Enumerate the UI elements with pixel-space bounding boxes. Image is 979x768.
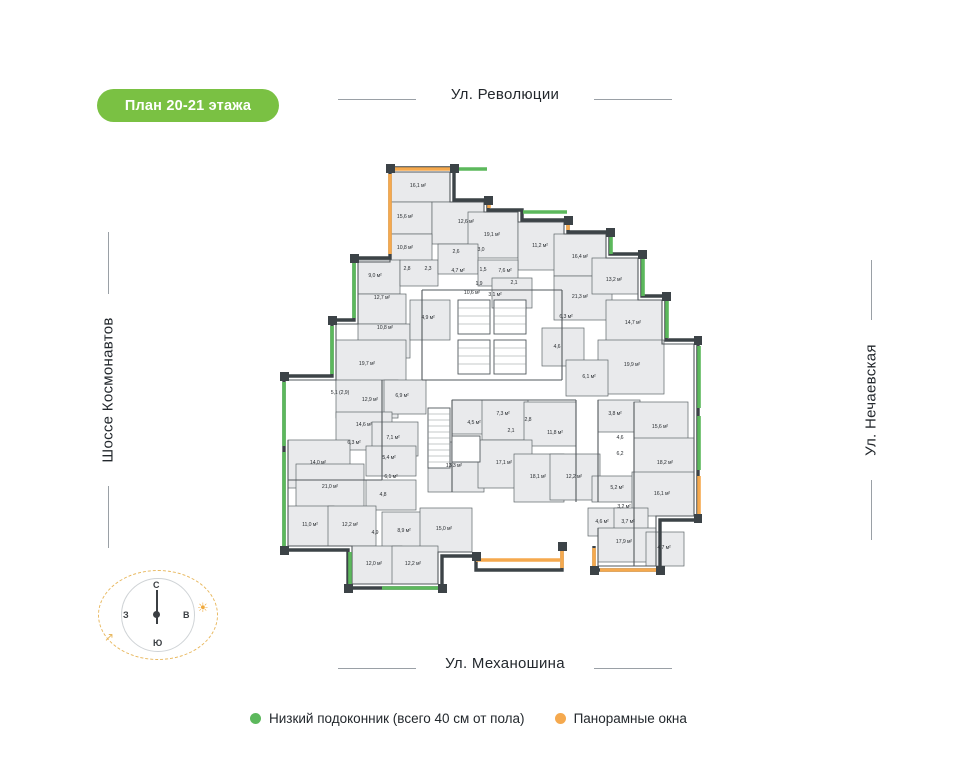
room-area-label: 3,8 м² — [608, 411, 622, 417]
floor-plan-drawing — [262, 150, 702, 610]
room-area-label: 3,2 м² — [617, 504, 631, 510]
street-line-bottom — [108, 486, 109, 548]
street-bottom-text: Ул. Механошина — [445, 655, 565, 672]
street-line-right — [594, 668, 672, 669]
room-area-label: 4,6 м² — [595, 519, 609, 525]
room-area-label: 1,5 — [479, 267, 487, 273]
street-top-text: Ул. Революции — [450, 86, 560, 103]
room-area-label: 6,1 м² — [384, 474, 398, 480]
room-area-label: 10,8 м² — [376, 325, 394, 331]
room-area-label: 10,8 м² — [396, 245, 414, 251]
room-area-label: 21,3 м² — [571, 294, 589, 300]
street-label-bottom — [340, 655, 670, 672]
street-line-bottom — [871, 480, 872, 540]
sun-direction-arrow-icon: ↗ — [104, 630, 115, 644]
room-area-label: 6,2 — [616, 451, 624, 457]
room-area-label: 4,5 м² — [467, 420, 481, 426]
street-right-text: Ул. Нечаевская — [862, 344, 880, 456]
legend — [250, 707, 750, 729]
room-area-label: 3,0 — [477, 247, 485, 253]
room-area-label: 15,0 м² — [435, 526, 453, 532]
street-line-top — [871, 260, 872, 320]
room-area-label: 7,6 м² — [498, 268, 512, 274]
legend-item-low-sill — [250, 711, 525, 726]
room-area-label: 4,7 м² — [451, 268, 465, 274]
room-area-label: 11,2 м² — [532, 243, 548, 249]
room-area-label: 2,1 — [510, 280, 518, 286]
room-area-label: 19,1 м² — [483, 232, 501, 238]
room-area-label: 6,1 м² — [582, 374, 596, 380]
compass-rose — [98, 570, 223, 660]
street-label-right — [858, 300, 884, 500]
room-area-label: 14,6 м² — [355, 422, 373, 428]
room-area-label: 14,0 м² — [309, 460, 327, 466]
room-area-label: 5,1 (2,9) — [330, 390, 350, 396]
plan-rooms-fill — [288, 172, 694, 584]
room-area-label: 4,6 — [616, 435, 624, 441]
room-area-label: 6,3 м² — [347, 440, 361, 446]
room-area-label: 7,3 м² — [496, 411, 510, 417]
room-area-label: 12,7 м² — [373, 295, 391, 301]
room-area-label: 15,6 м² — [651, 424, 669, 430]
plan-title-badge: План 20-21 этажа — [97, 89, 279, 122]
room-area-label: 3,7 м² — [621, 519, 635, 525]
room-area-label: 11,8 м² — [547, 430, 563, 436]
room-area-label: 2,3 — [424, 266, 432, 272]
legend-label-panoramic: Панорамные окна — [573, 710, 687, 726]
room-area-label: 12,0 м² — [365, 561, 383, 567]
room-area-label: 19,9 м² — [623, 362, 641, 368]
street-line-left — [338, 99, 416, 100]
legend-dot-orange — [555, 713, 566, 724]
compass-north-label: С — [153, 580, 160, 590]
room-area-label: 16,1 м² — [409, 183, 427, 189]
room-area-label: 4,8 — [379, 492, 387, 498]
room-area-label: 16,4 м² — [571, 254, 589, 260]
street-line-left — [338, 668, 416, 669]
room-area-label: 10,6 м² — [463, 290, 481, 296]
room-area-label: 15,6 м² — [396, 214, 414, 220]
room-area-label: 4,9 м² — [421, 315, 435, 321]
room-area-label: 11,0 м² — [302, 522, 318, 528]
room-area-label: 12,2 м² — [341, 522, 359, 528]
room-area-label: 12,9 м² — [361, 397, 379, 403]
room-area-label: 17,9 м² — [615, 539, 633, 545]
compass-hub — [153, 611, 160, 618]
compass-needle — [156, 590, 158, 624]
room-area-label: 7,1 м² — [386, 435, 400, 441]
room-area-label: 2,6 — [452, 249, 460, 255]
room-area-label: 9,0 м² — [368, 273, 382, 279]
room-area-label: 13,3 м² — [445, 463, 463, 469]
room-area-label: 14,7 м² — [624, 320, 642, 326]
room-area-label: 6,3 м² — [559, 314, 573, 320]
room-area-label: 21,0 м² — [321, 484, 339, 490]
compass-east-label: В — [183, 610, 190, 620]
compass-west-label: З — [123, 610, 129, 620]
street-left-text: Шоссе Космонавтов — [99, 317, 117, 463]
floor-plan-svg — [262, 150, 702, 610]
legend-item-panoramic — [555, 711, 687, 726]
compass-south-label: Ю — [153, 638, 163, 648]
room-area-label: 3,1 м² — [488, 292, 502, 298]
street-line-top — [108, 232, 109, 294]
street-label-left — [95, 270, 121, 510]
room-area-label: 12,6 м² — [457, 219, 475, 225]
room-area-label: 18,2 м² — [656, 460, 674, 466]
room-area-label: 4,7 м² — [657, 545, 671, 551]
room-area-label: 4,9 — [371, 530, 379, 536]
sun-icon: ☀ — [197, 600, 209, 615]
room-area-label: 4,6 — [553, 344, 561, 350]
room-area-label: 6,9 м² — [395, 393, 409, 399]
room-area-label: 19,7 м² — [358, 361, 376, 367]
room-area-label: 16,1 м² — [653, 491, 671, 497]
room-area-label: 2,1 — [507, 428, 515, 434]
room-area-label: 2,8 — [524, 417, 532, 423]
room-area-label: 5,2 м² — [610, 485, 624, 491]
legend-label-low-sill: Низкий подоконник (всего 40 см от пола) — [269, 710, 525, 726]
room-area-label: 17,1 м² — [495, 460, 513, 466]
room-area-label: 18,1 м² — [529, 474, 547, 480]
street-line-right — [594, 99, 672, 100]
room-area-label: 1,9 — [475, 281, 483, 287]
room-area-label: 13,2 м² — [605, 277, 623, 283]
room-area-label: 12,2 м² — [404, 561, 422, 567]
room-area-label: 2,8 — [403, 266, 411, 272]
room-area-label: 12,2 м² — [565, 474, 583, 480]
street-label-top — [340, 86, 670, 103]
room-area-label: 5,4 м² — [382, 455, 396, 461]
legend-dot-green — [250, 713, 261, 724]
room-area-label: 8,9 м² — [397, 528, 411, 534]
